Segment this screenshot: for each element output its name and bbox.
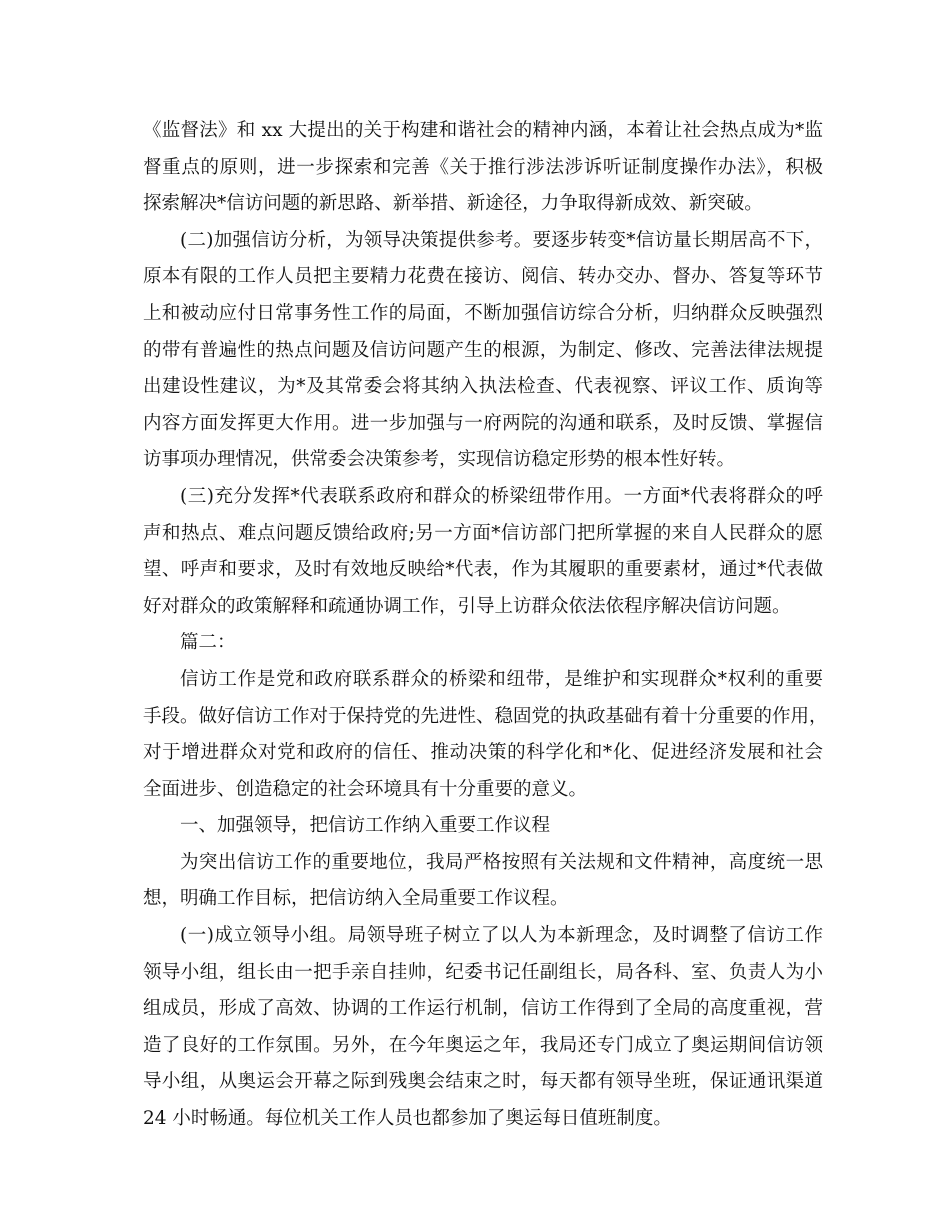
text-line: 为突出信访工作的重要地位，我局严格按照有关法规和文件精神，高度统一思 [180, 851, 823, 873]
text-line: 组成员，形成了高效、协调的工作运行机制，信访工作得到了全局的高度重视，营 [143, 998, 823, 1020]
text-line: 《监督法》和 xx 大提出的关于构建和谐社会的精神内涵，本着让社会热点成为*监 [143, 120, 823, 141]
text-line: 想，明确工作目标，把信访纳入全局重要工作议程。 [143, 888, 569, 910]
text-line: 督重点的原则，进一步探索和完善《关于推行涉法涉诉听证制度操作办法》，积极 [143, 156, 823, 178]
text-line: 信访工作是党和政府联系群众的桥梁和纽带，是维护和实现群众*权利的重要 [180, 668, 823, 690]
text-line: 上和被动应付日常事务性工作的局面，不断加强信访综合分析，归纳群众反映强烈 [143, 302, 823, 324]
text-line: 24 小时畅通。每位机关工作人员也都参加了奥运每日值班制度。 [143, 1108, 672, 1130]
text-line: 望、呼声和要求，及时有效地反映给*代表，作为其履职的重要素材，通过*代表做 [143, 559, 823, 581]
text-line: (三)充分发挥*代表联系政府和群众的桥梁纽带作用。一方面*代表将群众的呼 [180, 485, 823, 507]
text-line: 领导小组，组长由一把手亲自挂帅，纪委书记任副组长，局各科、室、负责人为小 [143, 961, 823, 983]
text-line: 手段。做好信访工作对于保持党的先进性、稳固党的执政基础有着十分重要的作用， [143, 705, 828, 727]
text-line: (二)加强信访分析，为领导决策提供参考。要逐步转变*信访量长期居高不下， [180, 229, 823, 251]
text-line: 探索解决*信访问题的新思路、新举措、新途径，力争取得新成效、新突破。 [143, 193, 763, 215]
text-line: 声和热点、难点问题反馈给政府;另一方面*信访部门把所掌握的来自人民群众的愿 [143, 522, 823, 544]
text-line: 对于增进群众对党和政府的信任、推动决策的科学化和*化、促进经济发展和社会 [143, 742, 823, 764]
text-line: 的带有普遍性的热点问题及信访问题产生的根源，为制定、修改、完善法律法规提 [143, 339, 823, 361]
text-line: 内容方面发挥更大作用。进一步加强与一府两院的沟通和联系，及时反馈、掌握信 [143, 412, 823, 434]
text-line: 造了良好的工作氛围。另外，在今年奥运之年，我局还专门成立了奥运期间信访领 [143, 1034, 823, 1056]
text-line: 篇二： [180, 632, 236, 654]
text-line: 全面进步、创造稳定的社会环境具有十分重要的意义。 [143, 778, 588, 800]
text-line: 出建设性建议，为*及其常委会将其纳入执法检查、代表视察、评议工作、质询等 [143, 376, 823, 398]
text-line: (一)成立领导小组。局领导班子树立了以人为本新理念，及时调整了信访工作 [180, 925, 823, 947]
document-body [143, 113, 828, 1138]
text-line: 好对群众的政策解释和疏通协调工作，引导上访群众依法依程序解决信访问题。 [143, 595, 791, 617]
text-line: 访事项办理情况，供常委会决策参考，实现信访稳定形势的根本性好转。 [143, 449, 736, 471]
text-line: 一、加强领导，把信访工作纳入重要工作议程 [180, 815, 551, 837]
text-line: 原本有限的工作人员把主要精力花费在接访、阅信、转办交办、督办、答复等环节 [143, 266, 823, 288]
text-line: 导小组，从奥运会开幕之际到残奥会结束之时，每天都有领导坐班，保证通讯渠道 [143, 1071, 823, 1093]
